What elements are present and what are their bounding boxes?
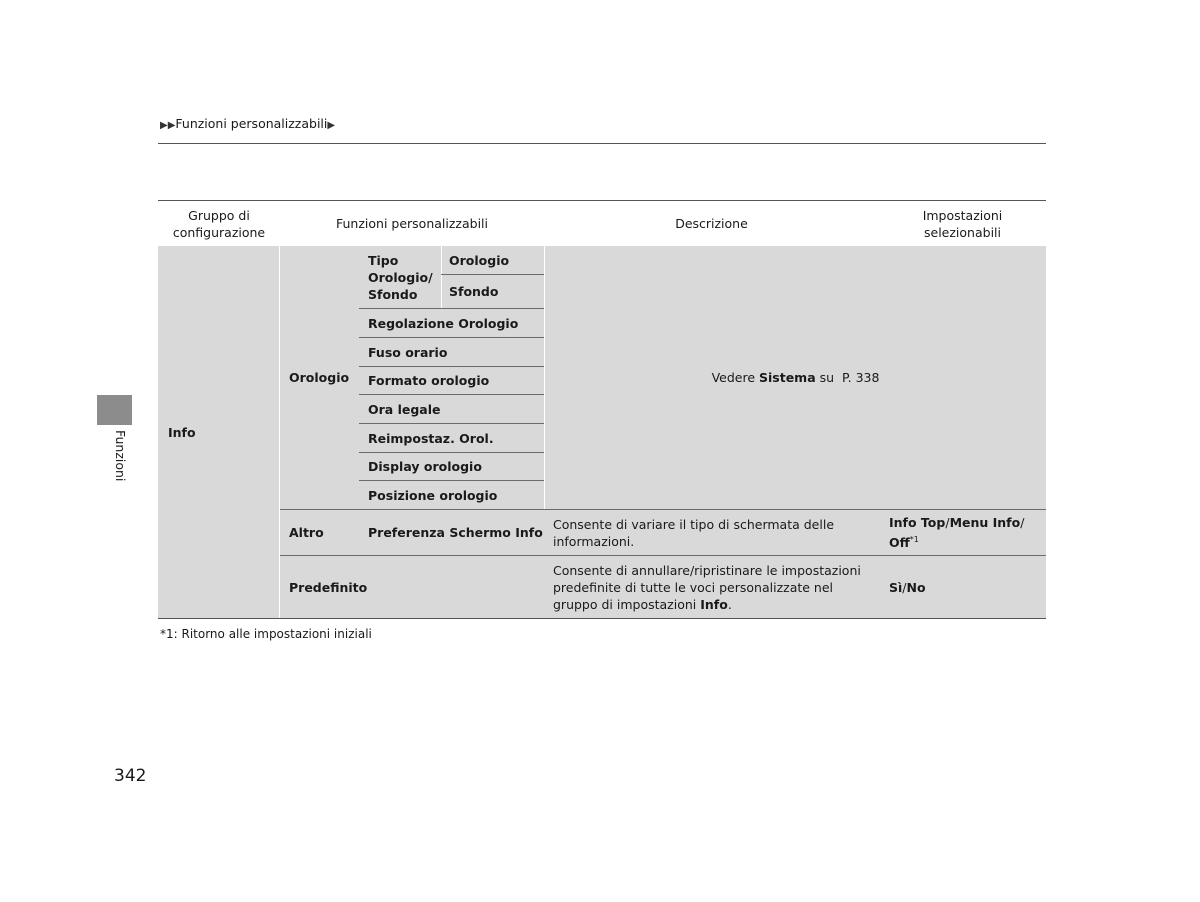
item-reimpostaz-orol: Reimpostaz. Orol. <box>368 430 494 446</box>
header-settings: Impostazioni selezionabili <box>922 207 1003 240</box>
see-ref-middle: su <box>815 370 839 385</box>
header-rule <box>158 143 1046 144</box>
header-description: Descrizione <box>675 216 748 231</box>
see-ref-section: Sistema <box>759 370 816 385</box>
breadcrumb-text[interactable]: Funzioni personalizzabili <box>175 116 328 131</box>
predefinito-desc-end: . <box>727 597 732 612</box>
col-divider <box>441 246 442 309</box>
altro-settings <box>889 510 1039 555</box>
item-fuso-orario: Fuso orario <box>368 344 448 360</box>
table-bottom-rule <box>158 618 1046 619</box>
setting-no: No <box>906 580 926 595</box>
col-divider <box>279 246 280 619</box>
tipo-sub-sfondo: Sfondo <box>449 284 499 299</box>
setting-off: Off <box>889 535 910 551</box>
settings-table <box>158 200 1046 619</box>
predefinito-settings <box>889 556 1039 619</box>
item-regolazione-orologio: Regolazione Orologio <box>368 315 519 331</box>
predefinito-label: Predefinito <box>289 580 368 595</box>
header-features: Funzioni personalizzabili <box>336 216 488 231</box>
sep: / <box>1020 514 1025 530</box>
breadcrumb-arrow-end: ▶ <box>327 120 336 131</box>
predefinito-desc-text: Consente di annullare/ripristinare le impostazioni predefinite di tutte le voci personalizzate nel gruppo di impostazioni <box>553 563 861 612</box>
breadcrumb-arrows: ▶▶ <box>160 120 176 131</box>
setting-info-top: Info Top <box>889 514 946 530</box>
section-label: Funzioni <box>113 430 128 482</box>
setting-menu-info: Menu Info <box>949 514 1021 530</box>
breadcrumb <box>160 116 335 131</box>
see-ref-page-link[interactable]: P. 338 <box>842 370 880 385</box>
item-formato-orologio: Formato orologio <box>368 373 490 388</box>
altro-label: Altro <box>289 525 324 540</box>
section-tab <box>97 395 132 425</box>
item-display-orologio: Display orologio <box>368 459 482 474</box>
sep: / <box>945 514 950 530</box>
footnote: *1: Ritorno alle impostazioni iniziali <box>160 627 372 641</box>
item-posizione-orologio: Posizione orologio <box>368 487 498 503</box>
altro-description: Consente di variare il tipo di schermata delle informazioni. <box>553 516 835 549</box>
orologio-label: Orologio <box>289 370 350 385</box>
setting-si: Sì <box>889 580 903 595</box>
group-info-label: Info <box>168 425 196 440</box>
table-header <box>158 200 1046 247</box>
altro-feature: Preferenza Schermo Info <box>368 525 543 540</box>
page-number: 342 <box>114 766 147 786</box>
footnote-ref: *1 <box>909 534 919 544</box>
see-ref-prefix: Vedere <box>711 370 759 385</box>
see-reference <box>545 246 1046 509</box>
predefinito-desc-bold: Info <box>700 597 728 612</box>
sep: / <box>902 580 907 595</box>
item-ora-legale: Ora legale <box>368 401 441 417</box>
tipo-orologio-label: Tipo Orologio/ Sfondo <box>368 253 433 302</box>
predefinito-description <box>553 556 878 619</box>
header-group: Gruppo di configurazione <box>172 207 266 240</box>
tipo-sub-orologio: Orologio <box>449 252 510 268</box>
